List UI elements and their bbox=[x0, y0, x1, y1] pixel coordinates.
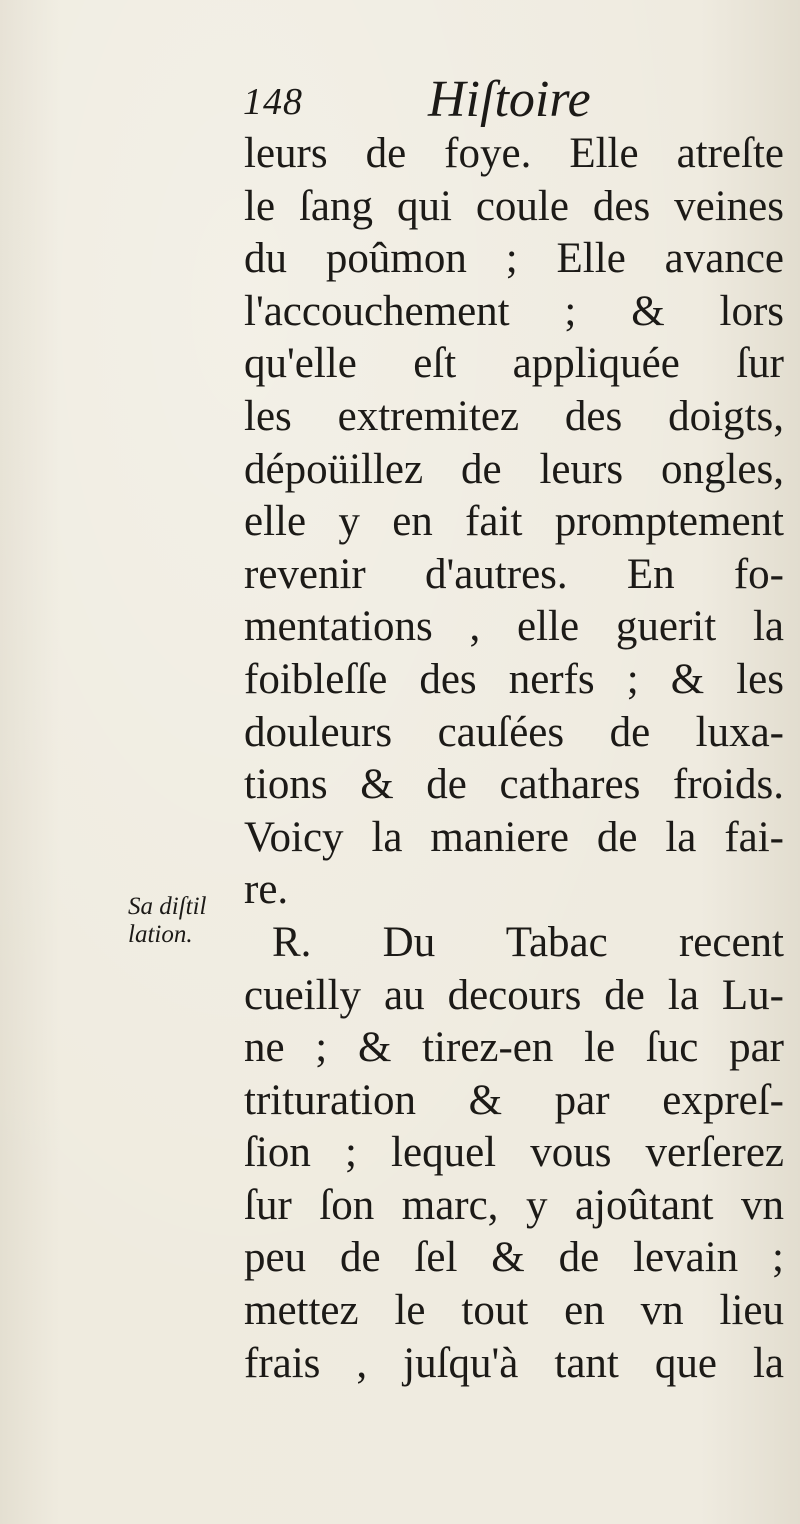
text-line: re. bbox=[244, 866, 289, 914]
text-line: mentations , elle guerit la bbox=[244, 603, 784, 651]
text-line: l'accouchement ; & lors bbox=[244, 287, 784, 335]
text-line: R. Du Tabac recent bbox=[272, 918, 784, 966]
text-line: revenir d'autres. En fo- bbox=[244, 550, 784, 598]
text-line: le ſang qui coule des veines bbox=[244, 182, 784, 230]
text-line: dépoüillez de leurs ongles, bbox=[244, 445, 784, 493]
text-line: leurs de foye. Elle atreſte bbox=[244, 130, 784, 177]
text-line: ſion ; lequel vous verſerez bbox=[244, 1129, 784, 1177]
running-title: Hiſtoire bbox=[428, 71, 591, 128]
text-line: ne ; & tirez-en le ſuc par bbox=[244, 1024, 784, 1072]
text-line: tions & de cathares froids. bbox=[244, 761, 784, 809]
body-text bbox=[244, 128, 784, 1390]
page-number: 148 bbox=[243, 81, 303, 123]
text-line: ſur ſon marc, y ajoûtant vn bbox=[244, 1181, 784, 1229]
text-line: frais , juſqu'à tant que la bbox=[244, 1339, 784, 1387]
marginal-note-line: Sa diſtil bbox=[128, 893, 207, 920]
text-line: cueilly au decours de la Lu- bbox=[244, 971, 784, 1019]
text-line: les extremitez des doigts, bbox=[244, 392, 784, 440]
text-line: qu'elle eſt appliquée ſur bbox=[244, 340, 784, 388]
text-line: mettez le tout en vn lieu bbox=[244, 1287, 784, 1335]
marginal-note-line: lation. bbox=[128, 921, 193, 948]
text-line: douleurs cauſées de luxa- bbox=[244, 708, 784, 756]
page-header bbox=[0, 70, 800, 130]
text-line: peu de ſel & de levain ; bbox=[244, 1234, 784, 1282]
text-line: trituration & par expreſ- bbox=[244, 1076, 784, 1124]
text-line: Voicy la maniere de la fai- bbox=[244, 813, 784, 861]
text-line: elle y en fait promptement bbox=[244, 498, 784, 546]
text-line: foibleſſe des nerfs ; & les bbox=[244, 655, 784, 703]
text-line: du poûmon ; Elle avance bbox=[244, 235, 784, 283]
marginal-note bbox=[128, 893, 238, 949]
